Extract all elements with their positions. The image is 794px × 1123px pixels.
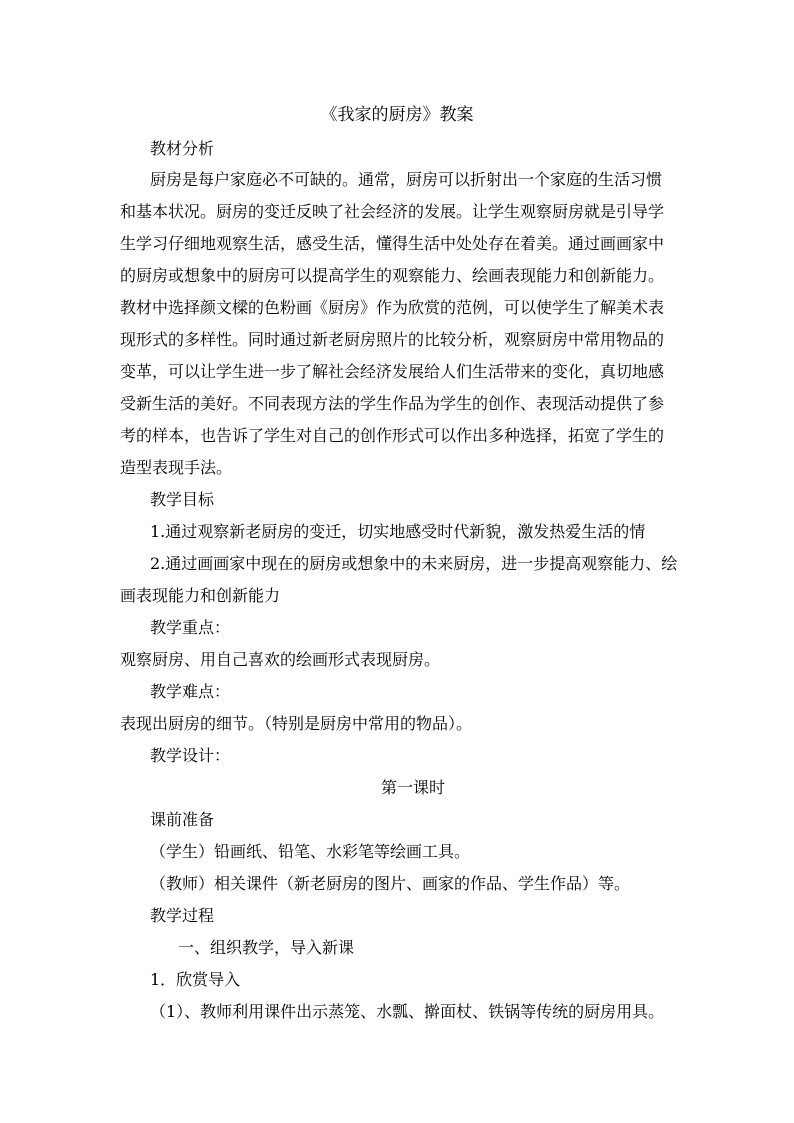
paragraph-line: 生学习仔细地观察生活，感受生活，懂得生活中处处存在着美。通过画画家中 <box>120 234 665 253</box>
heading-teaching-process: 教学过程 <box>150 906 215 925</box>
paragraph-line: 厨房是每户家庭必不可缺的。通常，厨房可以折射出一个家庭的生活习惯 <box>150 170 663 189</box>
paragraph-line: 受新生活的美好。不同表现方法的学生作品为学生的创作、表现活动提供了参 <box>120 394 665 413</box>
key-points-text: 观察厨房、用自己喜欢的绘画形式表现厨房。 <box>120 650 441 669</box>
paragraph-line: 教材中选择颜文樑的色粉画《厨房》作为欣赏的范例，可以使学生了解美术表 <box>120 298 665 317</box>
paragraph-line: 变革，可以让学生进一步了解社会经济发展给人们生活带来的变化，真切地感 <box>120 362 665 381</box>
document-title: 《我家的厨房》教案 <box>320 105 474 125</box>
paragraph-line: 和基本状况。厨房的变迁反映了社会经济的发展。让学生观察厨房就是引导学 <box>120 202 665 221</box>
process-substep-1: 1．欣赏导入 <box>150 970 241 989</box>
goal-item-2-cont: 画表现能力和创新能力 <box>120 586 281 605</box>
heading-key-points: 教学重点： <box>150 618 231 637</box>
preparation-students: （学生）铅画纸、铅笔、水彩笔等绘画工具。 <box>150 842 471 861</box>
section-first-lesson: 第一课时 <box>380 778 445 797</box>
process-step-1: 一、组织教学，导入新课 <box>178 938 355 957</box>
heading-teaching-goals: 教学目标 <box>150 490 215 509</box>
paragraph-line: 现形式的多样性。同时通过新老厨房照片的比较分析，观察厨房中常用物品的 <box>120 330 665 349</box>
heading-difficulties: 教学难点： <box>150 682 231 701</box>
goal-item-2: 2.通过画画家中现在的厨房或想象中的未来厨房，进一步提高观察能力、绘 <box>150 554 678 573</box>
paragraph-line: 造型表现手法。 <box>120 458 233 477</box>
heading-textbook-analysis: 教材分析 <box>150 139 215 158</box>
goal-item-1: 1.通过观察新老厨房的变迁，切实地感受时代新貌，激发热爱生活的情 <box>150 522 646 541</box>
heading-teaching-design: 教学设计： <box>150 746 231 765</box>
heading-preparation: 课前准备 <box>150 810 215 829</box>
paragraph-line: 考的样本，也告诉了学生对自己的创作形式可以作出多种选择，拓宽了学生的 <box>120 426 665 445</box>
paragraph-line: 的厨房或想象中的厨房可以提高学生的观察能力、绘画表现能力和创新能力。 <box>120 266 665 285</box>
process-substep-1-1: （1）、教师利用课件出示蒸笼、水瓢、擀面杖、铁锅等传统的厨房用具。 <box>150 1002 665 1021</box>
preparation-teacher: （教师）相关课件（新老厨房的图片、画家的作品、学生作品）等。 <box>150 874 631 893</box>
difficulties-text: 表现出厨房的细节。（特别是厨房中常用的物品）。 <box>120 714 473 733</box>
